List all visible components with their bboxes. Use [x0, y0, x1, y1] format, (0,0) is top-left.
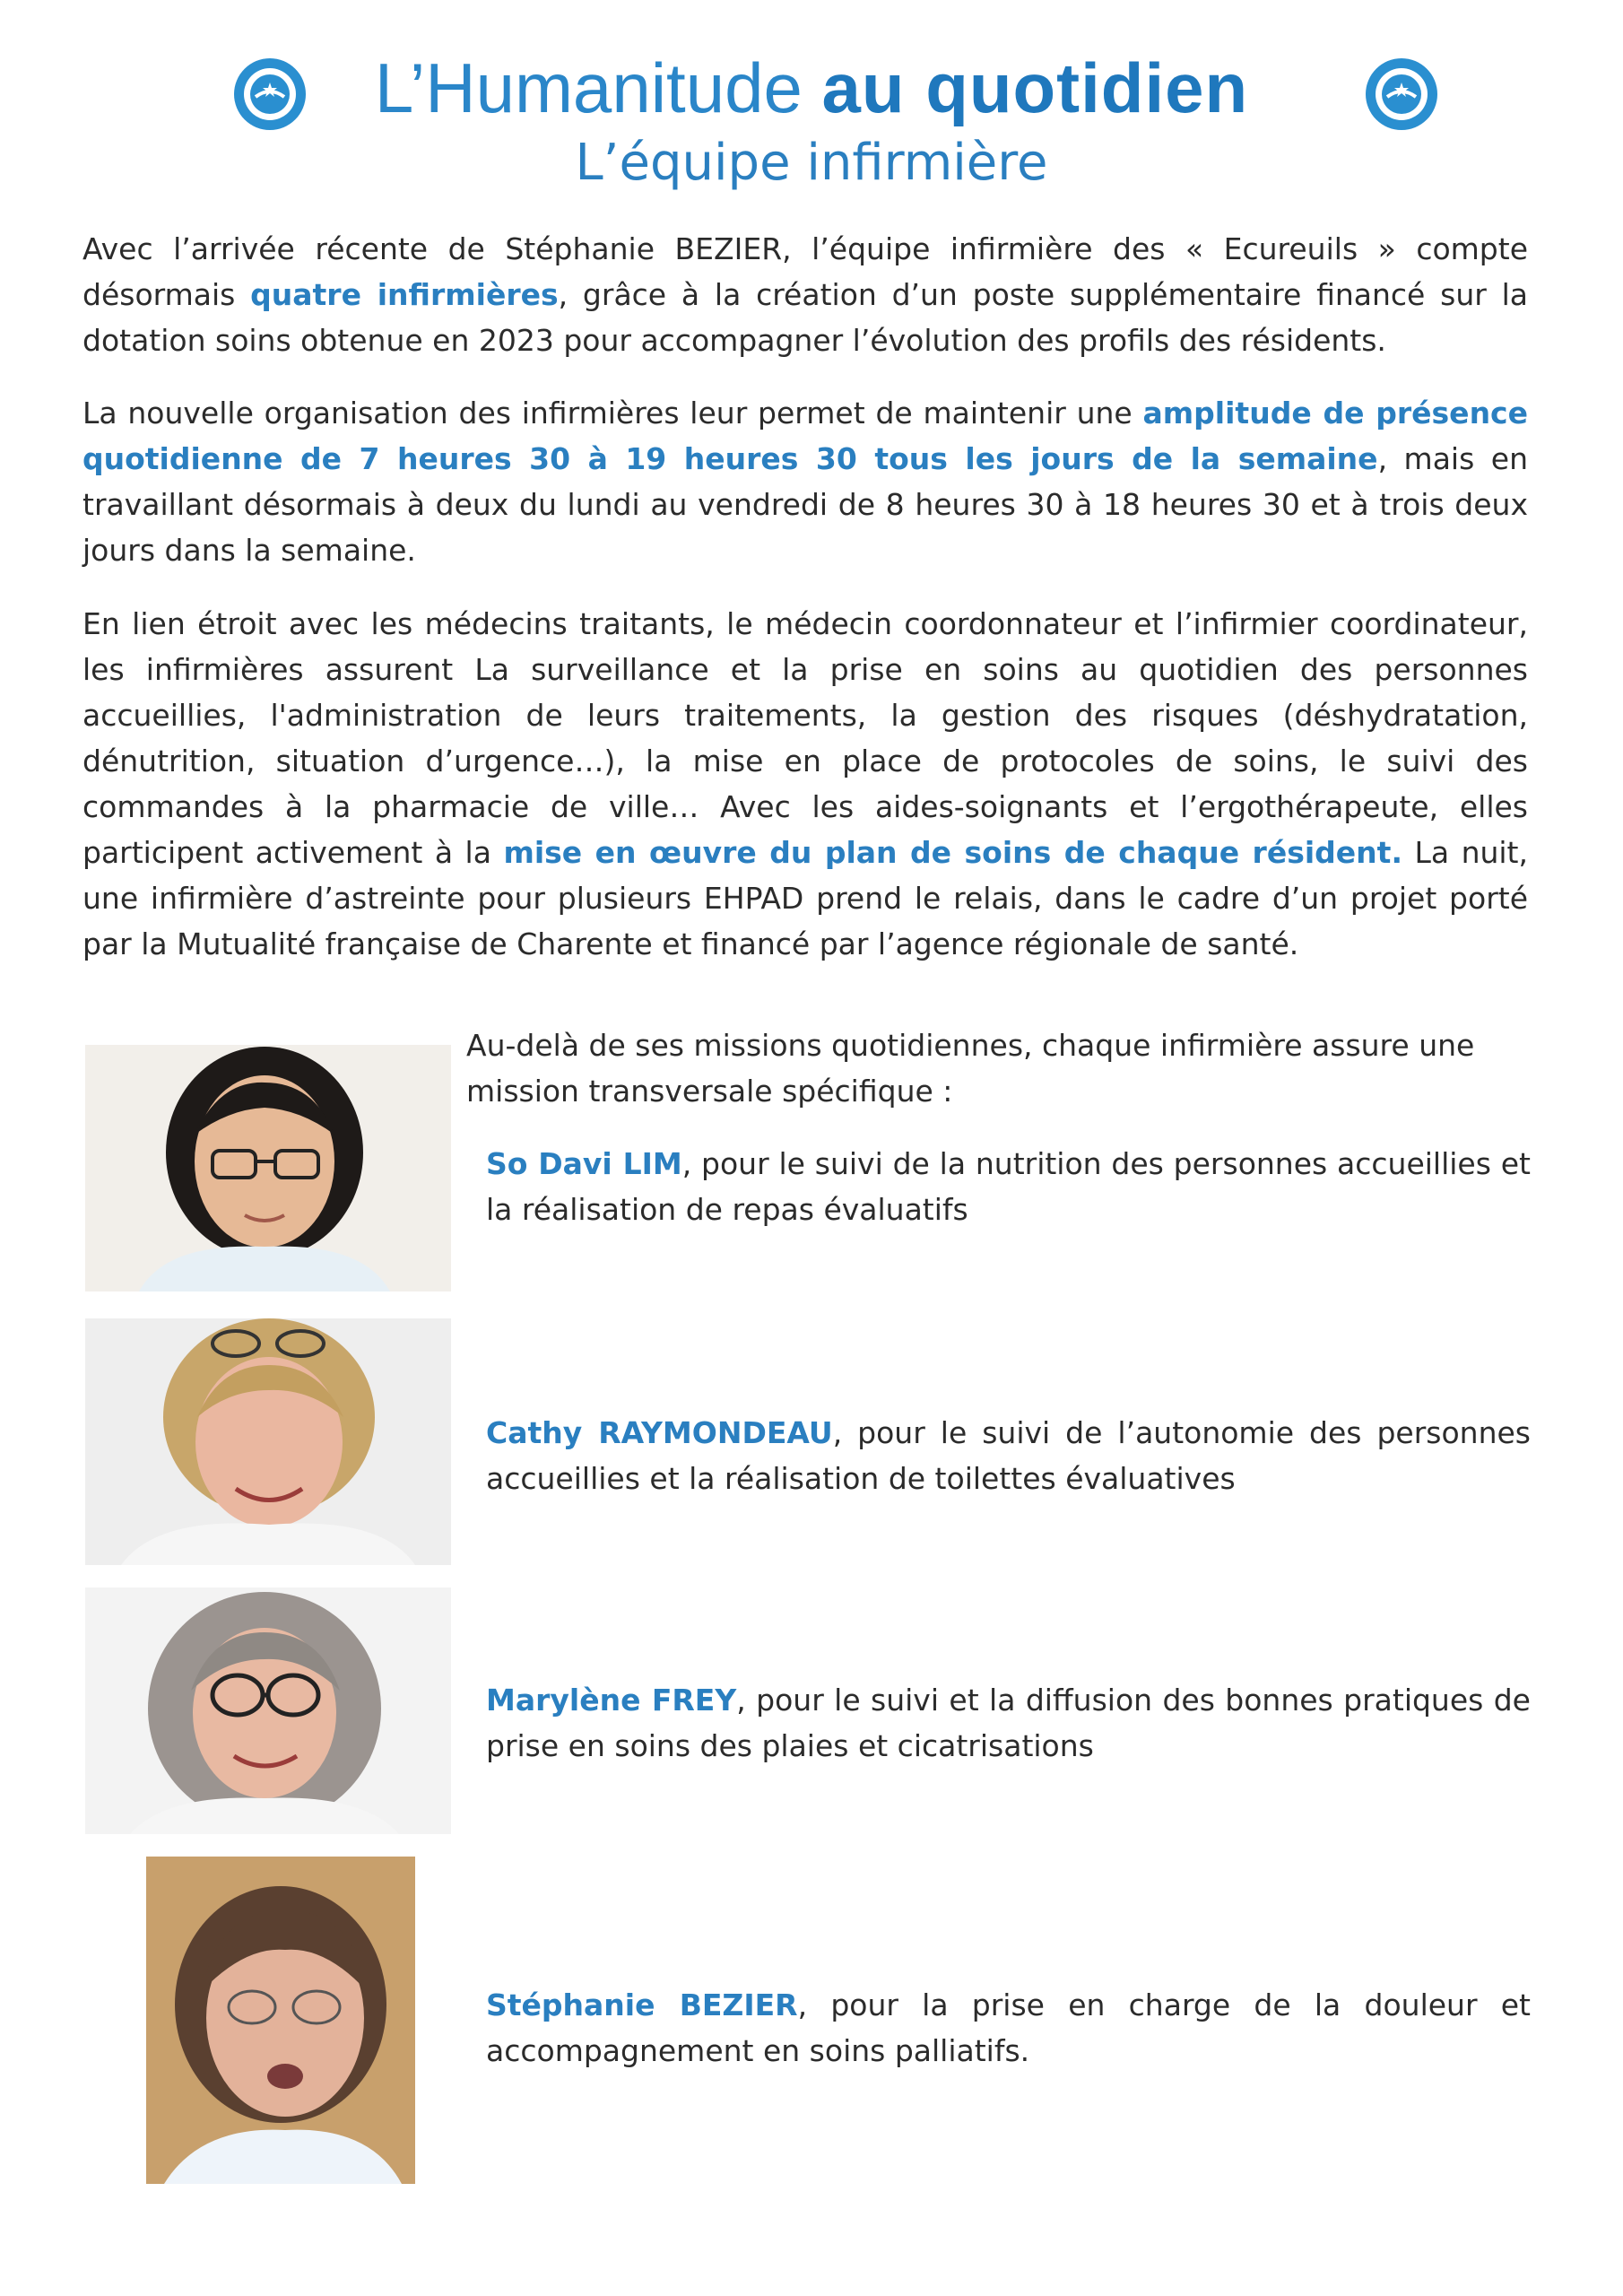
paragraph-organisation: La nouvelle organisation des infirmières leur permet de maintenir une amplitude de présence quotidienne de 7 heures 30 à 19 heures 30 tous les jours de la semaine, mais en travaillant désormais à deux du lundi au vendredi de 8 heures 30 à 18 heures 30 et à trois deux jours dans la semaine. [82, 396, 1529, 568]
mission-marylene-frey [486, 1677, 1531, 1769]
paragraph-missions: En lien étroit avec les médecins traitants, le médecin coordonnateur et l’infirmier coordinateur, les infirmières assurent La surveillance et la prise en soins au quotidien des personnes accueillies, l'administration de leurs traitements, la gestion des risques (déshydratation, dénutrition, situation d’urgence…), la mise en place de protocoles de soins, le suivi des commandes à la pharmacie de ville… Avec les aides-soignants et l’ergothérapeute, elles participent activement à la mise en œuvre du plan de soins de chaque résident. La nuit, une infirmière d’astreinte pour plusieurs EHPAD prend le relais, dans le cadre d’un projet porté par la Mutualité française de Charente et financé par l’agence régionale de santé. [82, 606, 1528, 961]
title-regular: L’Humanitude [374, 48, 822, 127]
nurse-mission: , pour le suivi de la nutrition des personnes accueillies et la réalisation de repas évaluatifs [486, 1146, 1531, 1227]
mission-so-davi-lim [486, 1141, 1531, 1232]
page-title [0, 45, 1623, 131]
nurse-name: Cathy RAYMONDEAU [486, 1415, 833, 1450]
nurse-mission: , pour le suivi de l’autonomie des personnes accueillies et la réalisation de toilettes évaluatives [486, 1415, 1531, 1496]
nurse-name: Marylène FREY [486, 1683, 737, 1718]
portrait-stephanie-bezier [146, 1857, 415, 2184]
nurse-mission: , pour le suivi et la diffusion des bonnes pratiques de prise en soins des plaies et cicatrisations [486, 1683, 1531, 1763]
highlight-care-plan: mise en œuvre du plan de soins de chaque résident. [503, 835, 1402, 870]
mission-cathy-raymondeau [486, 1410, 1531, 1501]
nurse-mission: , pour la prise en charge de la douleur et accompagnement en soins palliatifs. [486, 1987, 1531, 2068]
missions-intro: Au-delà de ses missions quotidiennes, chaque infirmière assure une mission transversale spécifique : [466, 1028, 1475, 1109]
nurse-name: So Davi LIM [486, 1146, 682, 1181]
page-subtitle: L’équipe infirmière [575, 134, 1048, 192]
nurse-name: Stéphanie BEZIER [486, 1987, 798, 2022]
title-bold: au quotidien [821, 48, 1249, 127]
mission-stephanie-bezier [486, 1982, 1531, 2074]
portrait-so-davi-lim [85, 1045, 451, 1292]
portrait-marylene-frey [85, 1587, 451, 1834]
highlight-four-nurses: quatre infirmières [250, 277, 559, 312]
highlight-presence-hours: amplitude de présence quotidienne de 7 heures 30 à 19 heures 30 tous les jours de la semaine [82, 396, 1529, 476]
page-header [0, 45, 1623, 196]
portrait-cathy-raymondeau [85, 1318, 451, 1565]
paragraph-team-arrival: Avec l’arrivée récente de Stéphanie BEZIER, l’équipe infirmière des « Ecureuils » compte désormais quatre infirmières, grâce à la création d’un poste supplémentaire financé sur la dotation soins obtenue en 2023 pour accompagner l’évolution des profils des résidents. [82, 231, 1528, 358]
